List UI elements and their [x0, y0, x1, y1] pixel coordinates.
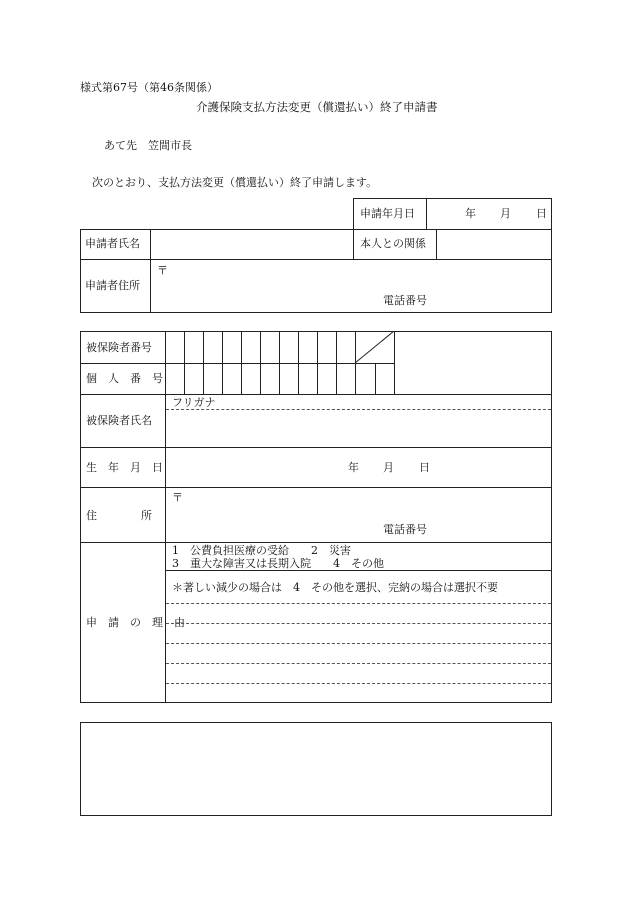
application-date-year: 年 [465, 207, 476, 220]
applicant-name-label: 申請者氏名 [85, 237, 140, 250]
insured-number-input[interactable] [166, 332, 354, 362]
insured-postal-mark: 〒 [172, 491, 183, 504]
applicant-address-input[interactable] [152, 262, 550, 310]
birth-date-input[interactable] [166, 448, 551, 486]
intro-text: 次のとおり、支払方法変更（償還払い）終了申請します。 [92, 176, 378, 189]
form-number: 様式第67号（第46条関係） [80, 81, 218, 94]
birth-month: 月 [383, 461, 394, 474]
insured-number-label: 被保険者番号 [86, 341, 152, 354]
relation-input[interactable] [438, 231, 550, 257]
applicant-phone-label: 電話番号 [383, 294, 427, 307]
insured-address-input[interactable] [166, 489, 551, 541]
furigana-label: フリガナ [172, 396, 216, 409]
application-date-label: 申請年月日 [360, 207, 415, 220]
reason-note: ＊著しい減少の場合は 4 その他を選択、完納の場合は選択不要 [172, 581, 498, 594]
relation-label: 本人との関係 [360, 237, 426, 250]
birth-day: 日 [419, 461, 430, 474]
office-use-box [80, 722, 552, 816]
insured-phone-label: 電話番号 [383, 523, 427, 536]
personal-number-label: 個 人 番 号 [86, 372, 163, 385]
applicant-address-label: 申請者住所 [85, 279, 140, 292]
unused-cell-diagonal [355, 331, 395, 364]
applicant-postal-mark: 〒 [157, 264, 168, 277]
insured-name-label: 被保険者氏名 [86, 414, 152, 427]
reason-detail-input[interactable] [166, 596, 551, 702]
personal-number-input[interactable] [166, 364, 393, 393]
reason-option-line2[interactable]: 3 重大な障害又は長期入院 4 その他 [172, 557, 384, 570]
form-title: 介護保険支払方法変更（償還払い）終了申請書 [196, 100, 438, 114]
application-date-day: 日 [536, 207, 547, 220]
addressee: あて先 笠間市長 [104, 139, 192, 152]
insured-name-input[interactable] [166, 411, 551, 446]
insured-address-label: 住 所 [86, 509, 152, 522]
reason-option-line1[interactable]: 1 公費負担医療の受給 2 災害 [172, 544, 351, 557]
application-date-input[interactable] [428, 200, 550, 228]
reason-label: 申 請 の 理 由 [86, 616, 185, 629]
birth-date-label: 生 年 月 日 [86, 461, 163, 474]
birth-year: 年 [348, 461, 359, 474]
application-date-month: 月 [500, 207, 511, 220]
applicant-name-input[interactable] [152, 231, 351, 257]
